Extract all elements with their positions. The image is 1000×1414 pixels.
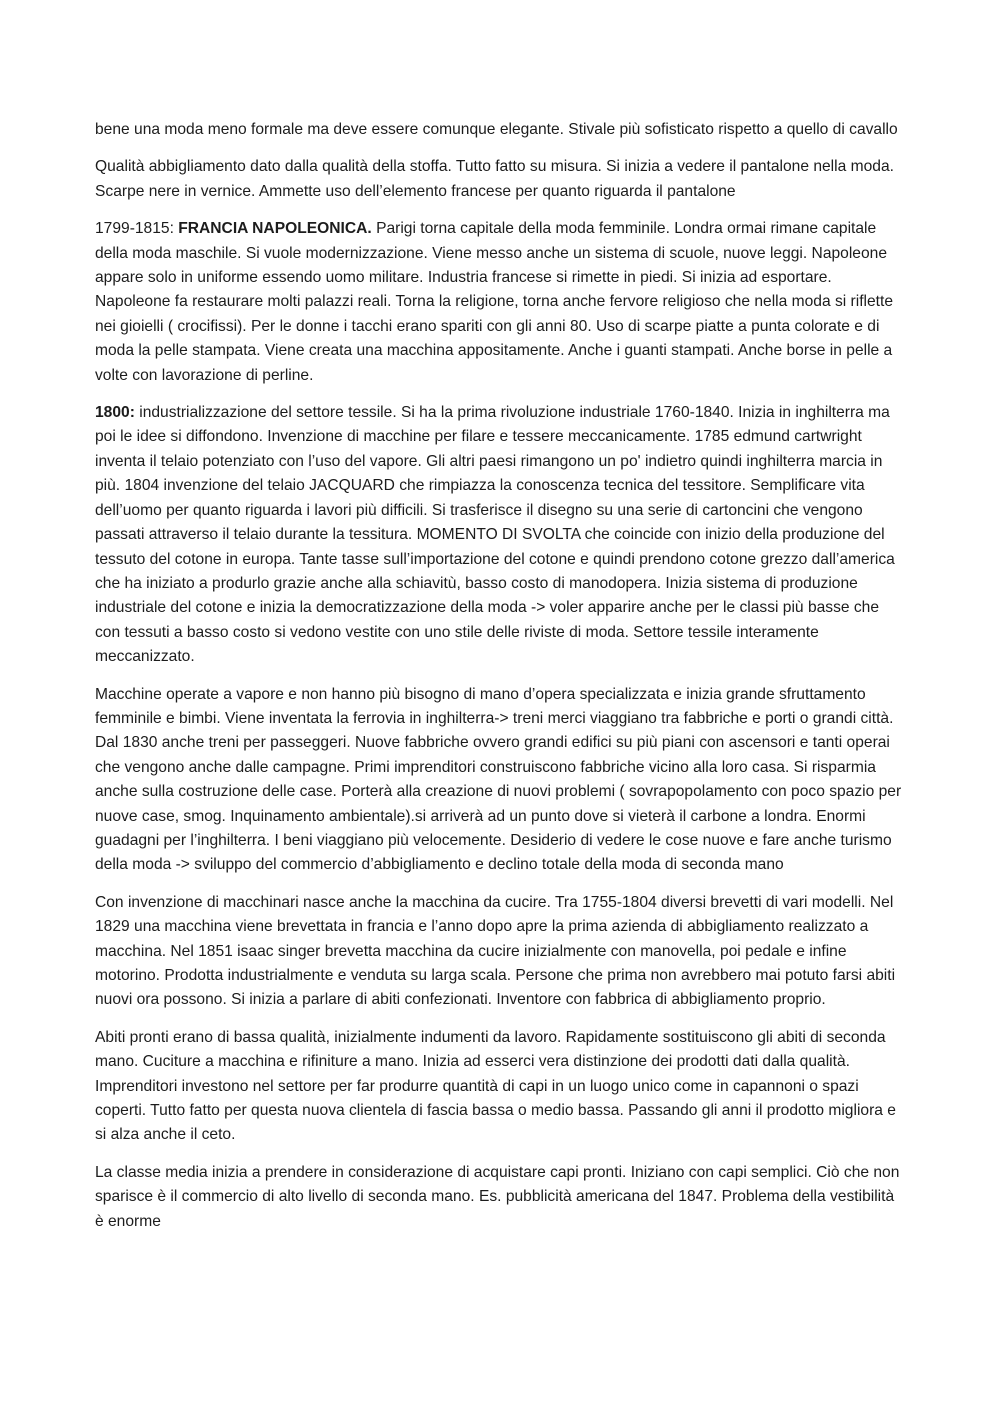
paragraph-industrializzazione bbox=[95, 401, 907, 669]
document-page bbox=[95, 118, 907, 1247]
paragraph-text: Parigi torna capitale della moda femminile. Londra ormai rimane capitale della moda maschile. Si vuole modernizzazione. Viene messo anche un sistema di scuole, nuove leggi. Napoleone appare solo in uniforme essendo uomo militare. Industria francese si rimette in piedi. Si inizia ad esportare. Napoleone fa restaurare molti palazzi reali. Torna la religione, torna anche fervore religioso che nella moda si riflette nei gioielli ( crocifissi). Per le donne i tacchi erano spariti con gli anni 80. Uso di scarpe piatte a punta colorate e di moda la pelle stampata. Viene creata una macchina appositamente. Anche i guanti stampati. Anche borse in pelle a volte con lavorazione di perline. bbox=[95, 220, 894, 384]
paragraph-francia-napoleonica bbox=[95, 217, 907, 388]
paragraph-stivale bbox=[95, 118, 907, 142]
paragraph-text: Macchine operate a vapore e non hanno più bisogno di mano d’opera specializzata e inizia grande sfruttamento femminile e bimbi. Viene inventata la ferrovia in inghilterra-> treni merci viaggiano tra fabbriche e porti o grandi città. Dal 1830 anche treni per passeggeri. Nuove fabbriche ovvero grandi edifici su più piani con ascensori e tanti operai che vengono anche dalle campagne. Primi imprenditori construiscono fabbriche vicino alla loro casa. Si risparmia anche sulla costruzione delle case. Porterà alla creazione di nuovi problemi ( sovrapopolamento con poco spazio per nuove case, smog. Inquinamento ambientale).si arriverà ad un punto dove si vieterà il carbone a londra. Enormi guadagni per l’inghilterra. I beni viaggiano più velocemente. Desiderio di vedere le cose nuove e fare anche turismo della moda -> sviluppo del commercio d’abbigliamento e declino totale della moda di seconda mano bbox=[95, 685, 902, 874]
paragraph-abiti-pronti bbox=[95, 1026, 907, 1148]
paragraph-text: La classe media inizia a prendere in considerazione di acquistare capi pronti. Iniziano con capi semplici. Ciò che non sparisce è il commercio di alto livello di seconda mano. Es. pubblicità americana del 1847. Problema della vestibilità è enorme bbox=[95, 1163, 900, 1230]
paragraph-text: industrializzazione del settore tessile. Si ha la prima rivoluzione industriale 1760-1840. Inizia in inghilterra ma poi le idee si diffondono. Invenzione di macchine per filare e tessere meccanicamente. 1785 edmund cartwright inventa il telaio potenziato con l’uso del vapore. Gli altri paesi rimangono un po' indietro quindi inghilterra marcia in più. 1804 invenzione del telaio JACQUARD che rimpiazza la conoscenza tecnica del tessitore. Semplificare vita dell’uomo per quanto riguarda i lavori più difficili. Si trasferisce il disegno su una serie di cartoncini che vengono passati attraverso il telaio durante la tessitura. MOMENTO DI SVOLTA che coincide con inizio della produzione del tessuto del cotone in europa. Tante tasse sull’importazione del cotone e quindi prendono cotone grezzo dall’america che ha iniziato a produrlo grazie anche alla schiavitù, basso costo di manodopera. Inizia sistema di produzione industriale del cotone e inizia la democratizzazione della moda -> voler apparire anche per le classi più basse che con tessuti a basso costo si vedono vestite con uno stile delle riviste di moda. Settore tessile interamente meccanizzato. bbox=[95, 404, 895, 666]
paragraph-classe-media bbox=[95, 1161, 907, 1234]
paragraph-text: bene una moda meno formale ma deve essere comunque elegante. Stivale più sofisticato rispetto a quello di cavallo bbox=[95, 121, 898, 138]
paragraph-heading: FRANCIA NAPOLEONICA. bbox=[178, 220, 372, 238]
paragraph-heading: 1800: bbox=[95, 404, 135, 422]
paragraph-text: Qualità abbigliamento dato dalla qualità della stoffa. Tutto fatto su misura. Si inizia a vedere il pantalone nella moda. Scarpe nere in vernice. Ammette uso dell’elemento francese per quanto riguarda il pantalone bbox=[95, 158, 894, 200]
paragraph-text: Abiti pronti erano di bassa qualità, inizialmente indumenti da lavoro. Rapidamente sostituiscono gli abiti di seconda mano. Cuciture a macchina e rifiniture a mano. Inizia ad esserci vera distinzione dei prodotti dati dalla qualità. Imprenditori investono nel settore per far produrre quantità di capi in un luogo unico come in capannoni o spazi coperti. Tutto fatto per questa nuova clientela di fascia bassa o medio bassa. Passando gli anni il prodotto migliora e si alza anche il ceto. bbox=[95, 1028, 896, 1144]
paragraph-macchina-da-cucire bbox=[95, 891, 907, 1013]
paragraph-date-range: 1799-1815: bbox=[95, 220, 179, 238]
paragraph-text: Con invenzione di macchinari nasce anche la macchina da cucire. Tra 1755-1804 diversi brevetti di vari modelli. Nel 1829 una macchina viene brevettata in francia e l’anno dopo apre la prima azienda di abbigliamento realizzato a macchina. Nel 1851 isaac singer brevetta macchina da cucire inizialmente con manovella, poi pedale e infine motorino. Prodotta industrialmente e venduta su larga scala. Persone che prima non avrebbero mai potuto farsi abiti nuovi ora possono. Si inizia a parlare di abiti confezionati. Inventore con fabbrica di abbigliamento proprio. bbox=[95, 893, 896, 1009]
paragraph-macchine-vapore bbox=[95, 683, 907, 878]
paragraph-qualita-abbigliamento bbox=[95, 155, 907, 204]
